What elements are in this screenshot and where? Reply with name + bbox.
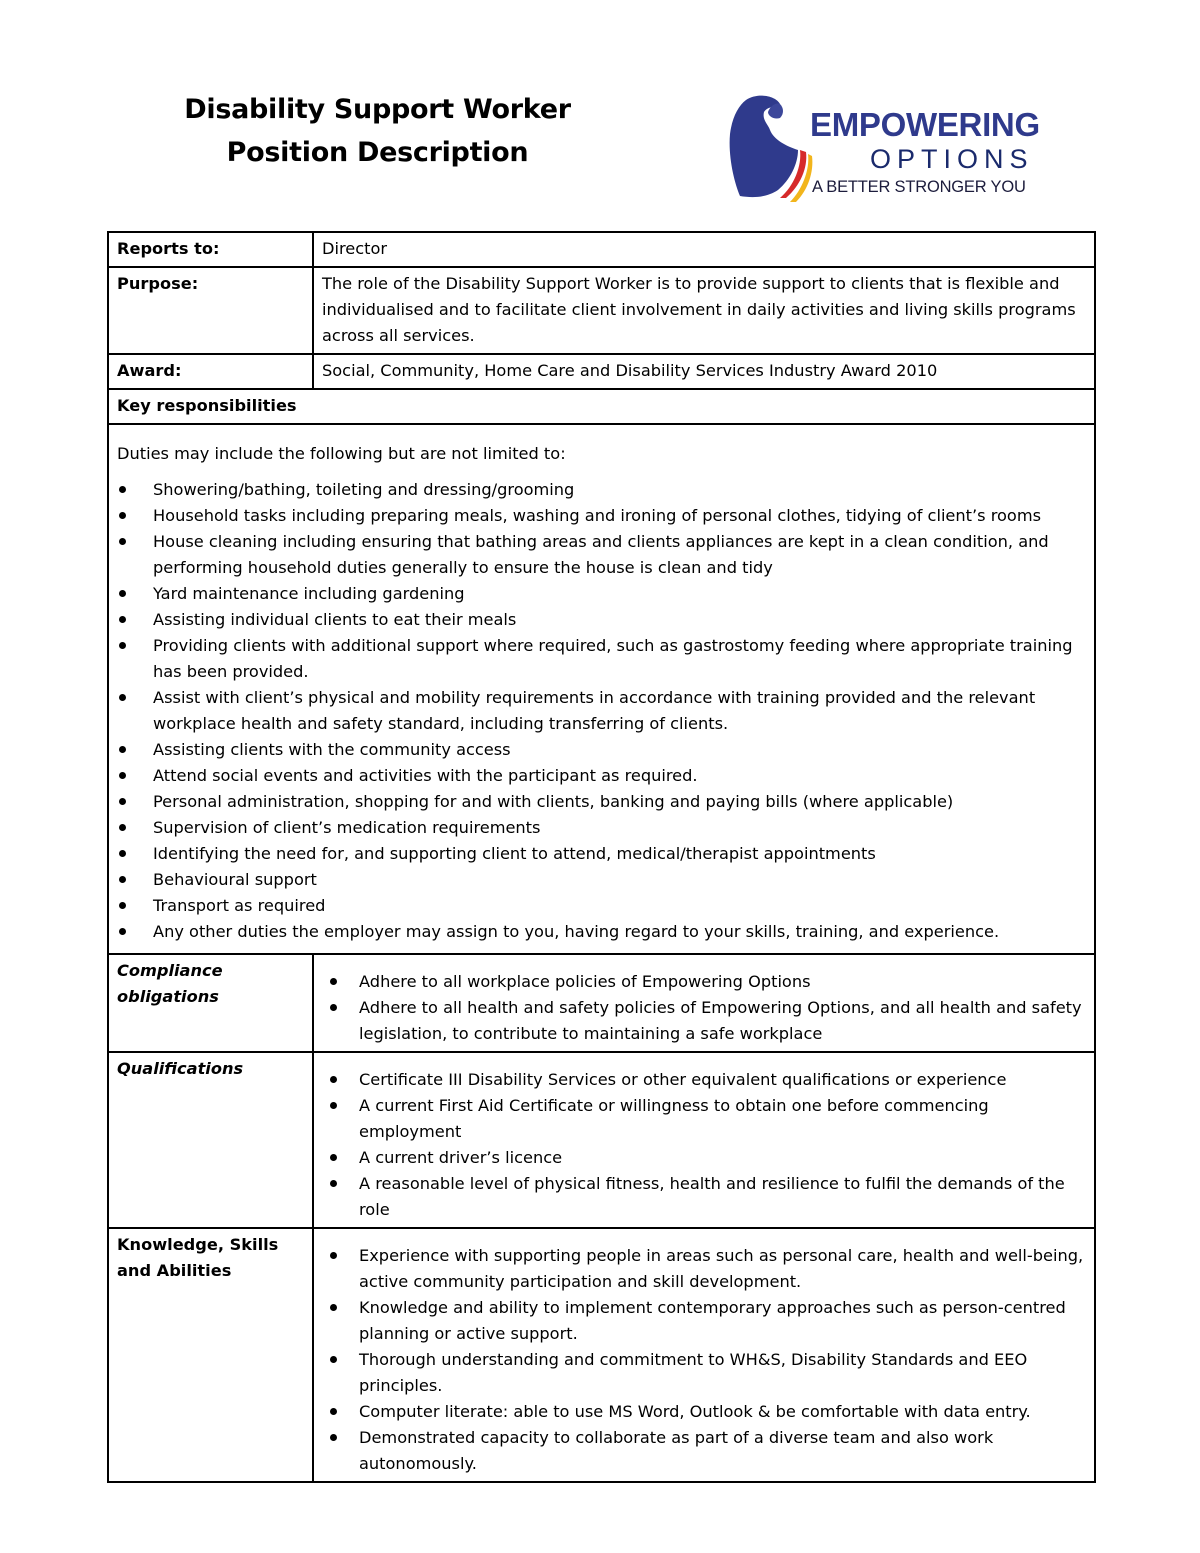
list-item: Household tasks including preparing meals, washing and ironing of personal clothes, tidying of client’s rooms	[117, 503, 1086, 529]
row-key-responsibilities-header	[108, 389, 1095, 424]
empowering-options-logo	[724, 94, 1054, 206]
list-item: Yard maintenance including gardening	[117, 581, 1086, 607]
list-item: Showering/bathing, toileting and dressing/grooming	[117, 477, 1086, 503]
list-item: A current driver’s licence	[322, 1145, 1086, 1171]
list-item: Personal administration, shopping for and with clients, banking and paying bills (where applicable)	[117, 789, 1086, 815]
award-value: Social, Community, Home Care and Disability Services Industry Award 2010	[313, 354, 1095, 389]
document-title	[170, 88, 585, 174]
compliance-list	[322, 969, 1086, 1047]
reports-to-label: Reports to:	[108, 232, 313, 267]
logo-text-empowering: EMPOWERING	[810, 106, 1040, 143]
list-item: Experience with supporting people in areas such as personal care, health and well-being, active community participation and skill development.	[322, 1243, 1086, 1295]
list-item: Adhere to all health and safety policies of Empowering Options, and all health and safety legislation, to contribute to maintaining a safe workplace	[322, 995, 1086, 1047]
list-item: Computer literate: able to use MS Word, Outlook & be comfortable with data entry.	[322, 1399, 1086, 1425]
list-item: Demonstrated capacity to collaborate as part of a diverse team and also work autonomously.	[322, 1425, 1086, 1477]
list-item: Behavioural support	[117, 867, 1086, 893]
list-item: Certificate III Disability Services or other equivalent qualifications or experience	[322, 1067, 1086, 1093]
list-item: A current First Aid Certificate or willingness to obtain one before commencing employment	[322, 1093, 1086, 1145]
list-item: Any other duties the employer may assign to you, having regard to your skills, training, and experience.	[117, 919, 1086, 945]
purpose-label: Purpose:	[108, 267, 313, 354]
ksa-list	[322, 1243, 1086, 1477]
list-item: Assisting clients with the community access	[117, 737, 1086, 763]
list-item: A reasonable level of physical fitness, health and resilience to fulfil the demands of the role	[322, 1171, 1086, 1223]
row-purpose	[108, 267, 1095, 354]
row-ksa	[108, 1228, 1095, 1482]
row-award	[108, 354, 1095, 389]
list-item: Providing clients with additional support where required, such as gastrostomy feeding where appropriate training has been provided.	[117, 633, 1086, 685]
logo-text-options: OPTIONS	[870, 144, 1034, 174]
list-item: House cleaning including ensuring that bathing areas and clients appliances are kept in a clean condition, and performing household duties generally to ensure the house is clean and tidy	[117, 529, 1086, 581]
list-item: Knowledge and ability to implement contemporary approaches such as person-centred planning or active support.	[322, 1295, 1086, 1347]
compliance-label: Compliance obligations	[108, 954, 313, 1052]
row-reports-to	[108, 232, 1095, 267]
list-item: Attend social events and activities with the participant as required.	[117, 763, 1086, 789]
list-item: Thorough understanding and commitment to WH&S, Disability Standards and EEO principles.	[322, 1347, 1086, 1399]
ksa-cell	[313, 1228, 1095, 1482]
list-item: Adhere to all workplace policies of Empowering Options	[322, 969, 1086, 995]
title-line-1: Disability Support Worker	[184, 94, 571, 125]
ksa-label: Knowledge, Skills and Abilities	[108, 1228, 313, 1482]
award-label: Award:	[108, 354, 313, 389]
list-item: Transport as required	[117, 893, 1086, 919]
title-line-2: Position Description	[226, 137, 529, 168]
duties-intro: Duties may include the following but are not limited to:	[117, 444, 566, 463]
duties-list	[117, 477, 1086, 945]
position-description-table	[107, 231, 1096, 1483]
list-item: Assisting individual clients to eat their meals	[117, 607, 1086, 633]
list-item: Supervision of client’s medication requirements	[117, 815, 1086, 841]
key-responsibilities-cell	[108, 424, 1095, 954]
reports-to-value: Director	[313, 232, 1095, 267]
flexed-arm-icon	[724, 94, 814, 206]
logo-tagline: A BETTER STRONGER YOU	[812, 178, 1026, 196]
qualifications-cell	[313, 1052, 1095, 1228]
row-key-responsibilities	[108, 424, 1095, 954]
qualifications-label: Qualifications	[108, 1052, 313, 1228]
list-item: Assist with client’s physical and mobility requirements in accordance with training provided and the relevant workplace health and safety standard, including transferring of clients.	[117, 685, 1086, 737]
row-compliance	[108, 954, 1095, 1052]
key-responsibilities-label: Key responsibilities	[108, 389, 1095, 424]
row-qualifications	[108, 1052, 1095, 1228]
list-item: Identifying the need for, and supporting client to attend, medical/therapist appointments	[117, 841, 1086, 867]
purpose-value: The role of the Disability Support Worker is to provide support to clients that is flexible and individualised and to facilitate client involvement in daily activities and living skills programs across all services.	[313, 267, 1095, 354]
qualifications-list	[322, 1067, 1086, 1223]
compliance-cell	[313, 954, 1095, 1052]
